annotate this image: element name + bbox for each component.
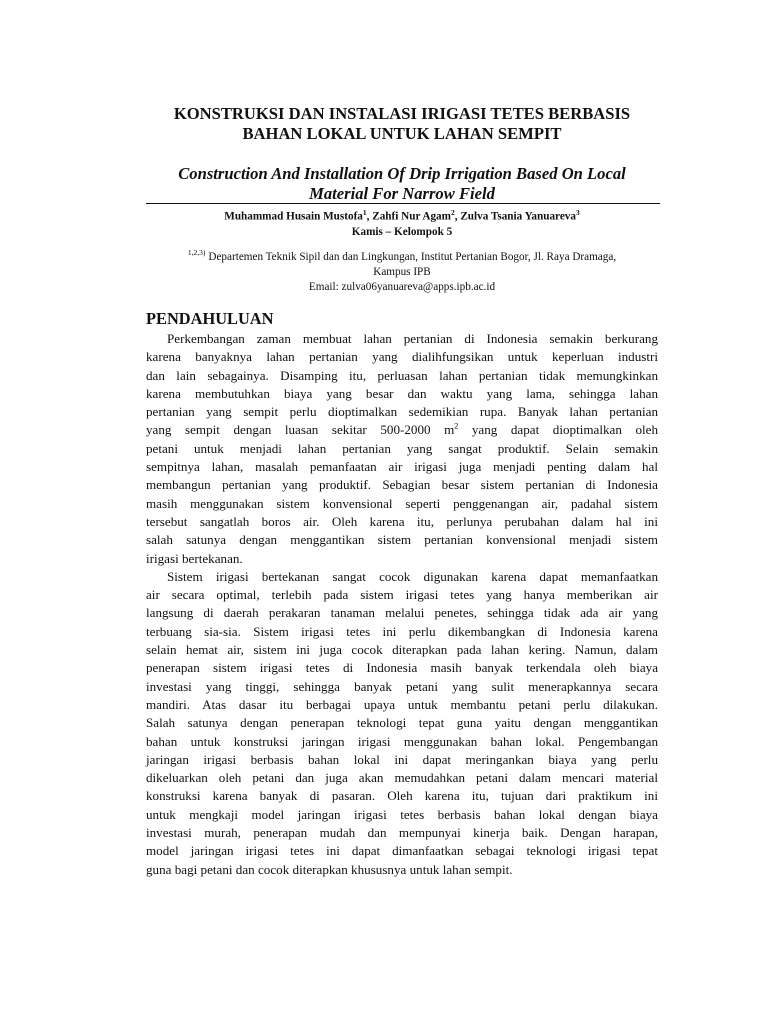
- text-line: konstruksi karena banyak di pasaran. Oleh karena itu, tujuan dari praktikum ini: [146, 788, 658, 804]
- paragraph-1: [146, 330, 658, 568]
- text-line: investasi murah, penerapan mudah dan mempunyai kinerja baik. Dengan harapan,: [146, 825, 658, 841]
- author-separator: ,: [366, 210, 373, 223]
- author-block: [146, 205, 658, 240]
- text-line: tersebut sangatlah boros air. Oleh karena itu, perlunya perubahan dalam hal ini: [146, 513, 658, 529]
- affiliation-mark: 1,2,3): [187, 248, 206, 257]
- paper-title: [146, 104, 658, 144]
- text-line: karena banyaknya lahan pertanian yang dialihfungsikan untuk keperluan industri: [146, 349, 658, 365]
- text-line: dikeluarkan oleh petani dan juga akan memudahkan petani dalam mencari material: [146, 770, 658, 786]
- text-line: bahan untuk konstruksi jaringan irigasi menggunakan bahan lokal. Pengembangan: [146, 733, 658, 749]
- title-line-1: KONSTRUKSI DAN INSTALASI IRIGASI TETES BERBASIS: [173, 104, 631, 123]
- section-heading: PENDAHULUAN: [146, 309, 274, 328]
- author-2: Zahfi Nur Agam: [372, 210, 451, 223]
- superscript: 2: [454, 422, 459, 432]
- text-line: mandiri. Atas dasar itu berbagai upaya untuk membantu petani perlu dilakukan.: [146, 696, 658, 712]
- text-line: masih menggunakan sistem konvensional seperti penggenangan air, padahal sistem: [146, 495, 658, 511]
- author-3-affiliation-mark: 3: [575, 208, 580, 217]
- text-line: model jaringan irigasi tetes ini dapat dimanfaatkan sebagai teknologi irigasi tepat: [146, 843, 658, 859]
- text-line: air secara optimal, terlebih pada sistem irigasi tetes yang hanya memberikan air: [146, 587, 658, 603]
- english-title-line-1: Construction And Installation Of Drip Irrigation Based On Local: [178, 164, 626, 183]
- author-1: Muhammad Husain Mustofa: [224, 210, 363, 223]
- text-line: selain hemat air, sistem ini juga cocok diterapkan pada lahan kering. Namun, dalam: [146, 642, 658, 658]
- title-line-2: BAHAN LOKAL UNTUK LAHAN SEMPIT: [242, 124, 562, 143]
- text-line: pertanian yang sempit perlu dioptimalkan sedemikian rupa. Banyak lahan pertanian: [146, 404, 658, 420]
- text-line: irigasi bertekanan.: [146, 550, 243, 566]
- text-line: sempitnya lahan, masalah pemanfaatan air irigasi juga menjadi penting dalam hal: [146, 459, 658, 475]
- text-line: membangun pertanian yang produktif. Sebagian besar sistem pertanian di Indonesia: [146, 477, 658, 493]
- text-fragment: yang dapat dioptimalkan oleh: [458, 422, 658, 438]
- author-list: [146, 205, 658, 225]
- author-3: Zulva Tsania Yanuareva: [460, 210, 576, 223]
- text-line: [146, 421, 658, 439]
- english-title: [146, 164, 658, 204]
- group-label: Kamis – Kelompok 5: [351, 225, 453, 238]
- author-separator: ,: [454, 210, 461, 223]
- text-line: jaringan irigasi berbasis bahan lokal ini dapat meringankan biaya yang perlu: [146, 751, 658, 767]
- text-line: langsung di daerah perakaran tanaman melalui penetes, sehingga tidak ada air yang: [146, 605, 658, 621]
- affiliation-text: Departemen Teknik Sipil dan dan Lingkungan, Institut Pertanian Bogor, Jl. Raya Dramaga,: [208, 251, 617, 263]
- title-divider: [146, 203, 660, 204]
- text-line: salah satunya dengan menggantikan sistem pertanian konvensional menjadi sistem: [146, 532, 658, 548]
- text-line: Perkembangan zaman membuat lahan pertanian di Indonesia semakin berkurang: [167, 331, 658, 346]
- text-line: Sistem irigasi bertekanan sangat cocok digunakan karena dapat memanfaatkan: [167, 568, 658, 584]
- text-line: investasi yang tinggi, sehingga banyak petani yang sulit menerapkannya secara: [146, 678, 658, 694]
- text-line: untuk mengkaji model jaringan irigasi tetes berbasis bahan lokal dengan biaya: [146, 806, 658, 822]
- english-title-line-2: Material For Narrow Field: [309, 184, 495, 203]
- text-fragment: yang sempit dengan luasan sekitar 500-2000 m: [146, 422, 455, 438]
- paragraph-2: [146, 568, 658, 879]
- author-email: Email: zulva06yanuareva@apps.ipb.ac.id: [308, 281, 496, 293]
- text-line: dan lain sebagainya. Disamping itu, perluasan lahan pertanian tidak memungkinkan: [146, 367, 658, 383]
- author-2-affiliation-mark: 2: [450, 208, 455, 217]
- text-line: terbuang sia-sia. Sistem irigasi tetes ini perlu dikembangkan di Indonesia karena: [146, 623, 658, 639]
- body-text: [146, 330, 658, 879]
- text-line: Salah satunya dengan penerapan teknologi tepat guna yaitu dengan menggantikan: [146, 715, 658, 731]
- affiliation-line-1: [146, 245, 658, 265]
- text-line: guna bagi petani dan cocok diterapkan khususnya untuk lahan sempit.: [146, 861, 513, 877]
- affiliation-block: [146, 245, 658, 295]
- affiliation-line-2: Kampus IPB: [373, 266, 431, 278]
- text-line: petani untuk menjadi lahan pertanian yang sangat produktif. Selain semakin: [146, 440, 658, 456]
- text-line: karena membutuhkan biaya yang besar dan waktu yang lama, sehingga lahan: [146, 385, 658, 401]
- text-line: penerapan sistem irigasi tetes di Indonesia masih banyak terkendala oleh biaya: [146, 660, 658, 676]
- author-1-affiliation-mark: 1: [362, 208, 367, 217]
